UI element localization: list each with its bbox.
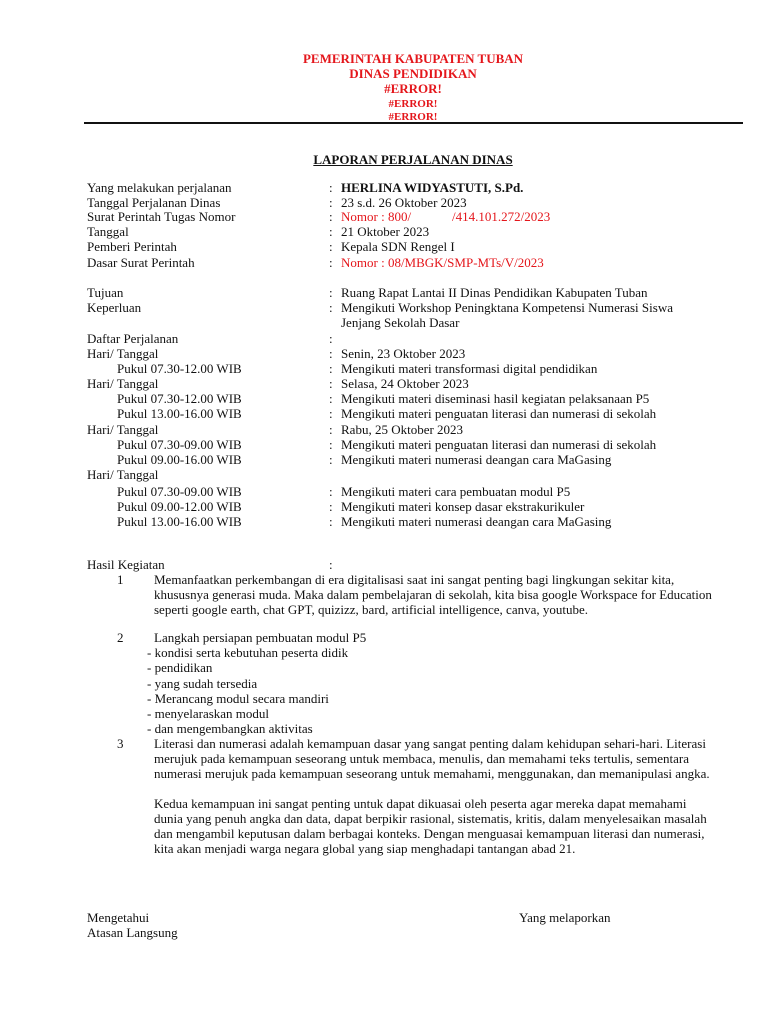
schedule-time: Pukul 07.30-09.00 WIB [117,437,242,452]
field-colon: : [329,484,333,499]
header-divider [84,122,743,124]
hasil-paragraph: Memanfaatkan perkembangan di era digitalisasi saat ini sangat penting bagi lingkungan sekitar kita, khususnya generasi muda. Maka dalam pembelajaran di sekolah, kita bisa google Workspace for Education seperti google earth, chat GPT, quizizz, bard, artificial intelligence, canva, youtube. [154,572,712,617]
field-colon: : [329,209,333,224]
hasil-paragraph-cont: Kedua kemampuan ini sangat penting untuk dapat dikuasai oleh peserta agar mereka dapat memahami dunia yang penuh angka dan data, dapat berpikir rasional, sistematis, kritis, dalam menyelesaikan masalah dan mengambil keputusan dalam berbagai konteks. Dengan menguasai kemampuan literasi dan numerasi, kita akan menjadi warga negara global yang siap menghadapi tantangan abad 21. [154,796,707,856]
field-value: Mengikuti Workshop Peningktana Kompetensi Numerasi Siswa [341,300,673,315]
field-label: Pemberi Perintah [87,239,177,254]
schedule-value: Mengikuti materi konsep dasar ekstrakurikuler [341,499,585,514]
field-label: Daftar Perjalanan [87,331,179,346]
hasil-number: 1 [117,572,124,587]
schedule-time: Pukul 13.00-16.00 WIB [117,406,242,421]
field-value: Ruang Rapat Lantai II Dinas Pendidikan Kabupaten Tuban [341,285,648,300]
field-value-cont: Jenjang Sekolah Dasar [341,315,460,330]
hasil-bullet: - dan mengembangkan aktivitas [147,721,313,736]
field-colon: : [329,422,333,437]
field-colon: : [329,180,333,195]
field-value-name: HERLINA WIDYASTUTI, S.Pd. [341,180,524,195]
field-colon: : [329,514,333,529]
hasil-number: 2 [117,630,124,645]
field-colon: : [329,300,333,315]
header-error-2: #ERROR! [388,98,438,110]
signature-reporter: Yang melaporkan [519,910,611,925]
schedule-time: Pukul 07.30-12.00 WIB [117,391,242,406]
field-colon: : [329,499,333,514]
schedule-time: Pukul 13.00-16.00 WIB [117,514,242,529]
field-colon: : [329,406,333,421]
field-label: Dasar Surat Perintah [87,255,195,270]
field-label: Tujuan [87,285,124,300]
schedule-time: Pukul 09.00-16.00 WIB [117,452,242,467]
field-colon: : [329,557,333,572]
header-government: PEMERINTAH KABUPATEN TUBAN [302,51,524,66]
field-colon: : [329,285,333,300]
hasil-bullet: - kondisi serta kebutuhan peserta didik [147,645,349,660]
header-department: DINAS PENDIDIKAN [349,66,477,81]
schedule-value: Mengikuti materi numerasi deangan cara MaGasing [341,452,612,467]
schedule-day: Hari/ Tanggal [87,346,159,361]
field-label: Surat Perintah Tugas Nomor [87,209,236,224]
hasil-number: 3 [117,736,124,751]
schedule-day: Hari/ Tanggal [87,422,159,437]
header-error-1: #ERROR! [384,81,442,96]
field-label: Keperluan [87,300,142,315]
hasil-paragraph: Langkah persiapan pembuatan modul P5 [154,630,367,645]
field-value: 21 Oktober 2023 [341,224,430,239]
field-colon: : [329,376,333,391]
hasil-bullet: - pendidikan [147,660,213,675]
hasil-bullet: - Merancang modul secara mandiri [147,691,329,706]
signature-supervisor: Atasan Langsung [87,925,178,940]
field-value-letter-number-a: Nomor : 800/ [341,209,412,224]
page-title: LAPORAN PERJALANAN DINAS [313,152,513,167]
schedule-time: Pukul 07.30-12.00 WIB [117,361,242,376]
field-value-basis: Nomor : 08/MBGK/SMP-MTs/V/2023 [341,255,544,270]
hasil-label: Hasil Kegiatan [87,557,165,572]
field-colon: : [329,195,333,210]
schedule-value: Mengikuti materi numerasi deangan cara MaGasing [341,514,612,529]
field-colon: : [329,391,333,406]
schedule-value: Mengikuti materi penguatan literasi dan numerasi di sekolah [341,406,657,421]
schedule-value: Selasa, 24 Oktober 2023 [341,376,469,391]
schedule-value: Senin, 23 Oktober 2023 [341,346,466,361]
schedule-value: Rabu, 25 Oktober 2023 [341,422,464,437]
field-label: Tanggal [87,224,129,239]
field-label: Yang melakukan perjalanan [87,180,232,195]
schedule-time: Pukul 07.30-09.00 WIB [117,484,242,499]
field-value: 23 s.d. 26 Oktober 2023 [341,195,467,210]
field-colon: : [329,331,333,346]
schedule-value: Mengikuti materi cara pembuatan modul P5 [341,484,571,499]
schedule-value: Mengikuti materi penguatan literasi dan numerasi di sekolah [341,437,657,452]
schedule-day: Hari/ Tanggal [87,376,159,391]
hasil-bullet: - menyelaraskan modul [147,706,270,721]
schedule-time: Pukul 09.00-12.00 WIB [117,499,242,514]
field-label: Tanggal Perjalanan Dinas [87,195,221,210]
field-colon: : [329,452,333,467]
field-colon: : [329,239,333,254]
field-colon: : [329,437,333,452]
field-value: Kepala SDN Rengel I [341,239,455,254]
field-colon: : [329,346,333,361]
field-value-letter-number-b: /414.101.272/2023 [452,209,551,224]
schedule-value: Mengikuti materi diseminasi hasil kegiatan pelaksanaan P5 [341,391,650,406]
signature-acknowledged: Mengetahui [87,910,150,925]
schedule-value: Mengikuti materi transformasi digital pendidikan [341,361,598,376]
header-error-3: #ERROR! [388,111,438,123]
hasil-paragraph: Literasi dan numerasi adalah kemampuan dasar yang sangat penting dalam kehidupan sehari-hari. Literasi merujuk pada kemampuan seseorang untuk membaca, menulis, dan memahami teks tertulis, sementara numerasi merujuk pada kemampuan seseorang untuk memahami, menggunakan, dan memanipulasi angka. [154,736,710,781]
field-colon: : [329,224,333,239]
field-colon: : [329,255,333,270]
schedule-day: Hari/ Tanggal [87,467,159,482]
field-colon: : [329,361,333,376]
hasil-bullet: - yang sudah tersedia [147,676,258,691]
